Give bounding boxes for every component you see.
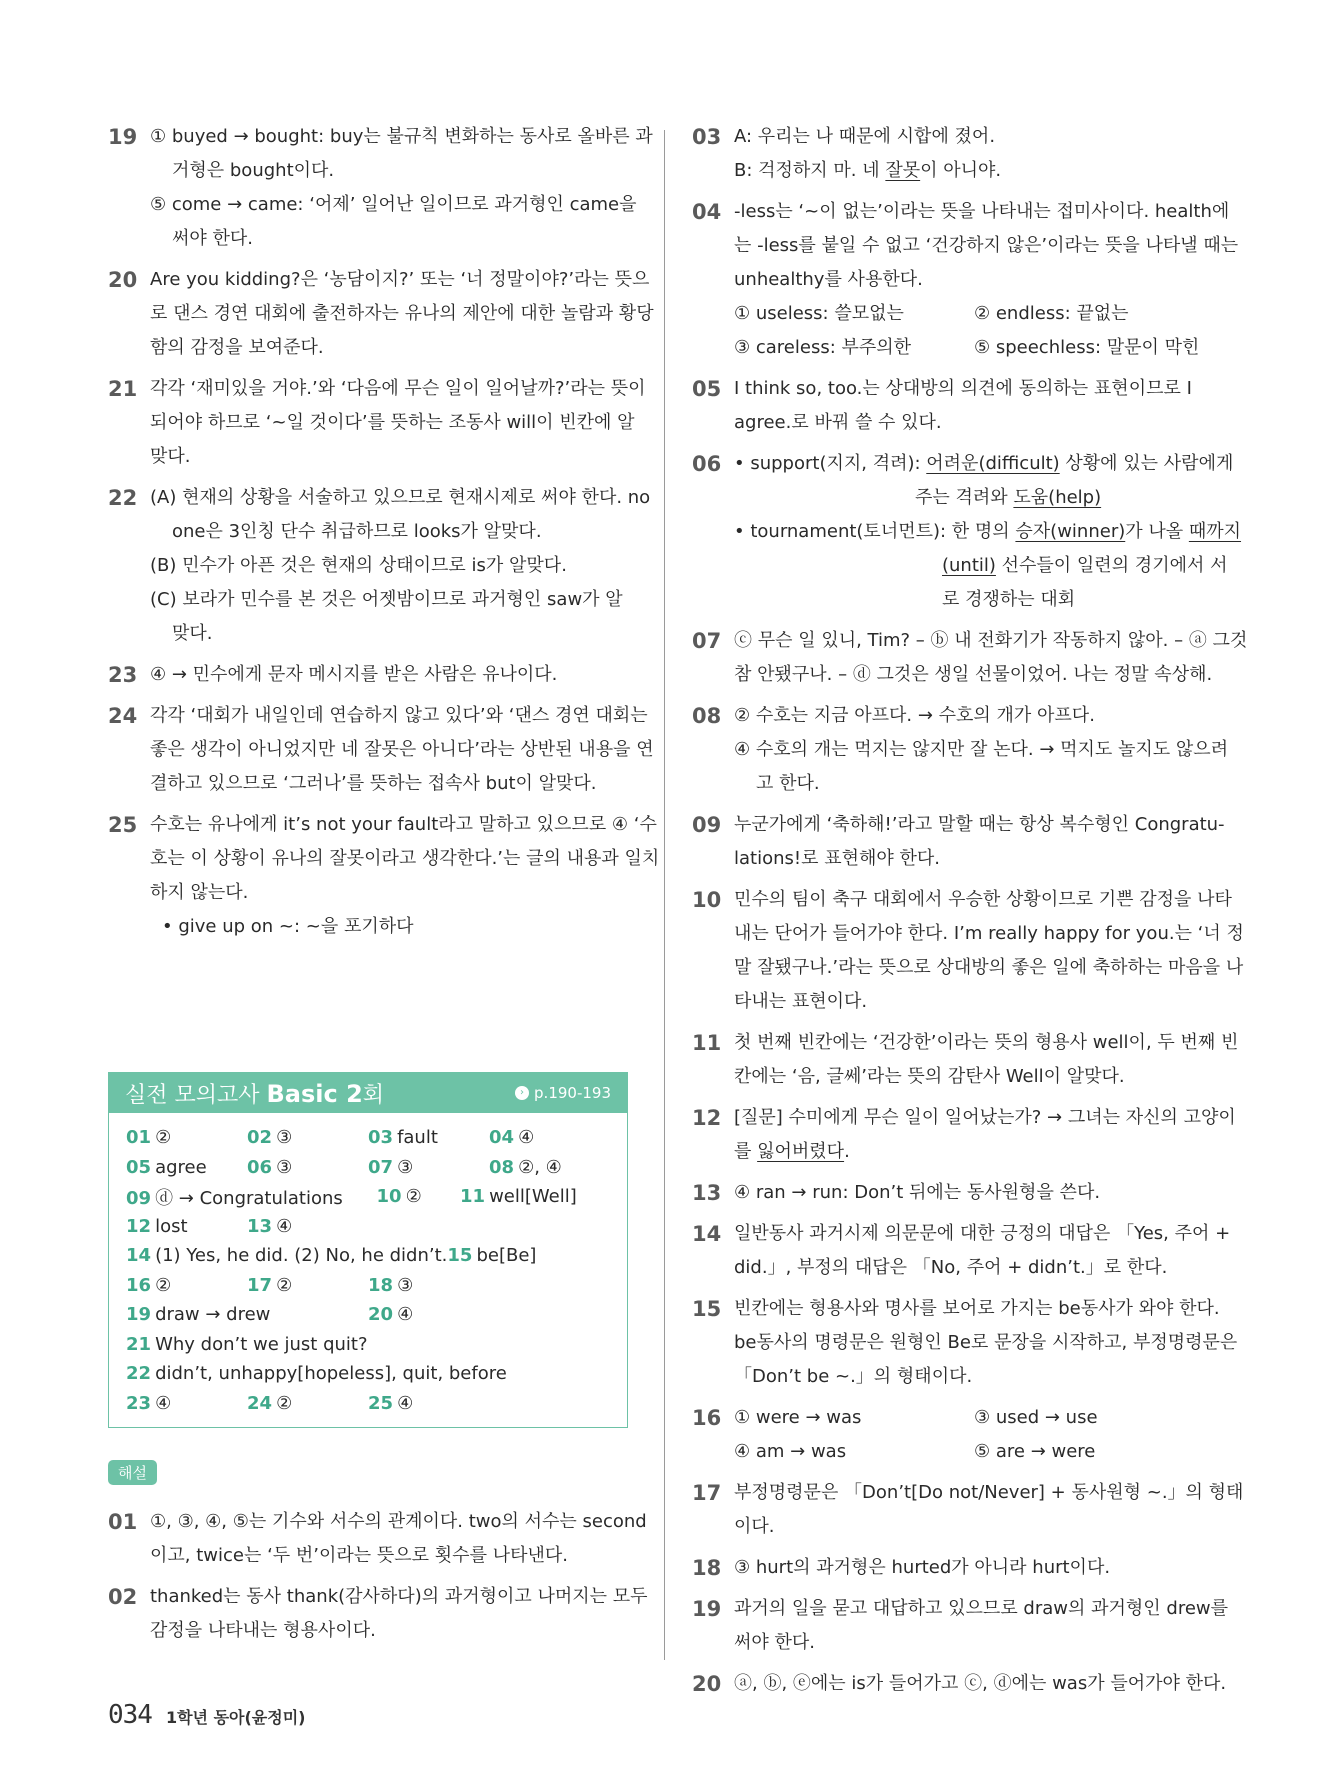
text-line: (A) 현재의 상황을 서술하고 있으므로 현재시제로 써야 한다. no bbox=[150, 487, 651, 508]
text-line: (B) 민수가 아픈 것은 현재의 상태이므로 is가 알맞다. bbox=[150, 555, 567, 576]
item-body bbox=[734, 808, 1225, 876]
text-line: 감정을 나타내는 형용사이다. bbox=[150, 1620, 376, 1641]
item-body bbox=[734, 372, 1222, 440]
answer-value: ⓓ → Congratulations bbox=[155, 1187, 343, 1209]
text-line: -less는 ‘~이 없는’이라는 뜻을 나타내는 접미사이다. health에 bbox=[734, 201, 1230, 222]
text-line: 결하고 있으므로 ‘그러나’를 뜻하는 접속사 but이 알맞다. bbox=[150, 773, 597, 794]
text-segment: 상황에 있는 사람에게 bbox=[1059, 453, 1234, 474]
text-line: 타내는 표현이다. bbox=[734, 991, 868, 1012]
item-body bbox=[734, 1026, 1238, 1094]
answer-number: 15 bbox=[447, 1245, 473, 1267]
explanation-item bbox=[692, 624, 1248, 692]
item-body bbox=[150, 1580, 648, 1648]
answer-cell bbox=[368, 1127, 489, 1148]
text-segment: . bbox=[844, 1141, 850, 1162]
answer-cell bbox=[126, 1275, 247, 1296]
answer-value: ④ bbox=[397, 1392, 414, 1414]
title-basic: Basic 2 bbox=[266, 1079, 363, 1108]
choice-row bbox=[734, 1401, 1222, 1435]
explanation-item bbox=[108, 699, 654, 801]
text-line: unhealthy를 사용한다. bbox=[734, 269, 923, 290]
text-line: 맞다. bbox=[172, 623, 213, 644]
item-body bbox=[150, 481, 650, 651]
explanation-badge: 해설 bbox=[108, 1460, 157, 1485]
item-number: 21 bbox=[108, 377, 138, 401]
text-line: thanked는 동사 thank(감사하다)의 과거형이고 나머지는 모두 bbox=[150, 1586, 648, 1607]
text-line: 맞다. bbox=[150, 446, 191, 467]
item-number: 20 bbox=[692, 1672, 722, 1696]
title-prefix: 실전 모의고사 bbox=[125, 1082, 267, 1108]
answer-number: 18 bbox=[368, 1274, 394, 1296]
text-line: Are you kidding?은 ‘농담이지?’ 또는 ‘너 정말이야?’라는 뜻으 bbox=[150, 269, 650, 290]
item-body bbox=[150, 1505, 647, 1573]
text-segment: • tournament(토너먼트): 한 명의 bbox=[734, 521, 1016, 542]
answer-cell bbox=[126, 1245, 447, 1266]
text-line: 하지 않는다. bbox=[150, 882, 249, 903]
text-segment: • support(지지, 격려): bbox=[734, 453, 927, 474]
answer-value: be[Be] bbox=[476, 1245, 537, 1267]
page-number: 034 bbox=[108, 1700, 152, 1730]
choice-item: ① useless: 쓸모없는 bbox=[734, 303, 904, 324]
item-number: 02 bbox=[108, 1585, 138, 1609]
underlined-text: 승자(winner) bbox=[1015, 521, 1126, 542]
explanation-item bbox=[108, 263, 654, 365]
answer-cell bbox=[489, 1127, 610, 1148]
answer-cell bbox=[368, 1157, 489, 1178]
item-body bbox=[150, 120, 653, 256]
underlined-text: 도움(help) bbox=[1013, 487, 1102, 508]
item-number: 07 bbox=[692, 629, 722, 653]
answer-cell bbox=[126, 1127, 247, 1148]
column-divider bbox=[664, 130, 665, 1660]
answer-row bbox=[126, 1182, 627, 1212]
answer-value: ③ bbox=[276, 1156, 293, 1178]
answer-number: 06 bbox=[247, 1156, 273, 1178]
choice-item: ② endless: 끝없는 bbox=[974, 303, 1129, 324]
underlined-text: (until) bbox=[942, 555, 996, 576]
answer-cell bbox=[247, 1216, 368, 1237]
text-line bbox=[734, 583, 1241, 617]
item-number: 14 bbox=[692, 1222, 722, 1246]
item-body bbox=[734, 883, 1244, 1019]
choice-item: ④ am → was bbox=[734, 1441, 847, 1462]
chevron-right-icon: › bbox=[515, 1086, 529, 1100]
item-number: 19 bbox=[692, 1597, 722, 1621]
item-number: 17 bbox=[692, 1481, 722, 1505]
answer-cell bbox=[247, 1127, 368, 1148]
text-line: ⓐ, ⓑ, ⓔ에는 is가 들어가고 ⓒ, ⓓ에는 was가 들어가야 한다. bbox=[734, 1673, 1227, 1694]
text-line: 이다. bbox=[734, 1516, 775, 1537]
left-column bbox=[108, 120, 660, 951]
answer-row bbox=[126, 1330, 627, 1360]
answer-value: well[Well] bbox=[489, 1186, 577, 1208]
answer-cell bbox=[126, 1304, 368, 1325]
explanation-item bbox=[692, 1592, 1229, 1660]
item-number: 13 bbox=[692, 1181, 722, 1205]
item-body bbox=[734, 1176, 1222, 1210]
answer-cell bbox=[368, 1393, 489, 1414]
explanation-item bbox=[692, 1476, 1244, 1544]
answer-row bbox=[126, 1389, 627, 1419]
item-body bbox=[734, 699, 1228, 801]
item-number: 09 bbox=[692, 813, 722, 837]
item-number: 10 bbox=[692, 888, 722, 912]
text-line: 민수의 팀이 축구 대회에서 우승한 상황이므로 기쁜 감정을 나타 bbox=[734, 889, 1232, 910]
item-number: 19 bbox=[108, 125, 138, 149]
text-segment: 주는 격려와 bbox=[915, 487, 1014, 508]
item-number: 03 bbox=[692, 125, 722, 149]
answer-cell bbox=[126, 1216, 247, 1237]
answer-number: 22 bbox=[126, 1363, 152, 1385]
answer-number: 03 bbox=[368, 1127, 394, 1149]
item-number: 12 bbox=[692, 1106, 722, 1130]
answer-number: 08 bbox=[489, 1156, 515, 1178]
answer-value: draw → drew bbox=[155, 1304, 271, 1326]
choice-item: ③ careless: 부주의한 bbox=[734, 337, 912, 358]
answer-number: 20 bbox=[368, 1304, 394, 1326]
text-segment: 이 아니야. bbox=[920, 160, 1002, 181]
item-body bbox=[734, 1401, 1222, 1469]
explanation-item bbox=[692, 1101, 1236, 1169]
answer-number: 12 bbox=[126, 1215, 152, 1237]
text-line: ④ → 민수에게 문자 메시지를 받은 사람은 유나이다. bbox=[150, 664, 558, 685]
item-body bbox=[150, 808, 659, 944]
text-line: one은 3인칭 단수 취급하므로 looks가 알맞다. bbox=[172, 521, 542, 542]
text-line: I think so, too.는 상대방의 의견에 동의하는 표현이므로 I bbox=[734, 378, 1192, 399]
item-number: 06 bbox=[692, 452, 722, 476]
text-line: (C) 보라가 민수를 본 것은 어젯밤이므로 과거형인 saw가 알 bbox=[150, 589, 623, 610]
text-line: ⑤ come → came: ‘어제’ 일어난 일이므로 과거형인 came을 bbox=[150, 194, 637, 215]
answer-number: 09 bbox=[126, 1187, 152, 1209]
explanation-item bbox=[692, 808, 1225, 876]
text-line: 「Don’t be ~.」의 형태이다. bbox=[734, 1366, 973, 1387]
answer-value: ②, ④ bbox=[518, 1156, 562, 1178]
text-line: ③ hurt의 과거형은 hurted가 아니라 hurt이다. bbox=[734, 1557, 1111, 1578]
text-line bbox=[734, 154, 1222, 188]
answer-cell bbox=[126, 1157, 247, 1178]
item-body bbox=[150, 263, 654, 365]
explanation-item bbox=[108, 1505, 647, 1573]
answer-value: ② bbox=[276, 1392, 293, 1414]
answer-value: ② bbox=[155, 1127, 172, 1149]
item-number: 25 bbox=[108, 813, 138, 837]
item-number: 16 bbox=[692, 1406, 722, 1430]
explanation-item bbox=[692, 1551, 1222, 1585]
explanation-item bbox=[108, 481, 651, 651]
answer-number: 05 bbox=[126, 1156, 152, 1178]
answer-row bbox=[126, 1359, 627, 1389]
text-line: 각각 ‘대회가 내일인데 연습하지 않고 있다’와 ‘댄스 경연 대회는 bbox=[150, 705, 648, 726]
answer-grid bbox=[109, 1113, 627, 1418]
answer-number: 11 bbox=[460, 1186, 486, 1208]
text-line: ① buyed → bought: buy는 불규칙 변화하는 동사로 올바른 과 bbox=[150, 126, 653, 147]
answer-cell bbox=[126, 1393, 247, 1414]
right-column bbox=[692, 120, 1248, 1708]
underlined-text: 잃어버렸다 bbox=[757, 1141, 845, 1162]
text-line: ①, ③, ④, ⑤는 기수와 서수의 관계이다. two의 서수는 second bbox=[150, 1511, 647, 1532]
text-line: 써야 한다. bbox=[172, 228, 253, 249]
answer-cell bbox=[247, 1393, 368, 1414]
explanation-item bbox=[692, 1667, 1227, 1701]
answer-cell bbox=[247, 1157, 368, 1178]
text-line: 로 댄스 경연 대회에 출전하자는 유나의 제안에 대한 놀람과 황당 bbox=[150, 303, 654, 324]
text-line: 고 한다. bbox=[756, 773, 820, 794]
text-line: 부정명령문은 「Don’t[Do not/Never] + 동사원형 ~.」의 형태 bbox=[734, 1482, 1244, 1503]
text-line: 칸에는 ‘음, 글쎄’라는 뜻의 감탄사 Well이 알맞다. bbox=[734, 1066, 1125, 1087]
underlined-text: 때까지 bbox=[1188, 521, 1242, 542]
answer-row bbox=[126, 1153, 627, 1183]
text-line: be동사의 명령문은 원형인 Be로 문장을 시작하고, 부정명령문은 bbox=[734, 1332, 1238, 1353]
text-line bbox=[734, 515, 1241, 549]
text-segment: 선수들이 일련의 경기에서 서 bbox=[995, 555, 1228, 576]
answer-number: 10 bbox=[376, 1186, 402, 1208]
answer-value: ④ bbox=[155, 1392, 172, 1414]
item-body bbox=[150, 699, 654, 801]
item-body bbox=[150, 658, 636, 692]
explanation-item bbox=[108, 1580, 648, 1648]
explanation-item bbox=[692, 883, 1244, 1019]
item-number: 08 bbox=[692, 704, 722, 728]
answer-number: 23 bbox=[126, 1392, 152, 1414]
explanation-item bbox=[692, 1401, 1222, 1469]
answer-cell bbox=[126, 1184, 377, 1210]
page-reference bbox=[515, 1084, 611, 1102]
text-segment: B: 걱정하지 마. 네 bbox=[734, 160, 886, 181]
explanation-item bbox=[692, 120, 1222, 188]
explanation-item bbox=[108, 372, 646, 474]
answer-row bbox=[126, 1271, 627, 1301]
answer-value: ④ bbox=[518, 1127, 535, 1149]
answer-cell bbox=[447, 1245, 568, 1266]
choice-row bbox=[734, 1435, 1222, 1469]
answer-box-title bbox=[125, 1078, 384, 1109]
explanation-item bbox=[692, 1026, 1239, 1094]
item-number: 01 bbox=[108, 1510, 138, 1534]
answer-row bbox=[126, 1241, 627, 1271]
item-number: 04 bbox=[692, 200, 722, 224]
item-number: 15 bbox=[692, 1297, 722, 1321]
text-line: 빈칸에는 형용사와 명사를 보어로 가지는 be동사가 와야 한다. bbox=[734, 1298, 1220, 1319]
answer-cell bbox=[368, 1304, 489, 1325]
choice-item: ③ used → use bbox=[974, 1407, 1098, 1428]
answer-cell bbox=[126, 1334, 489, 1355]
answer-number: 14 bbox=[126, 1245, 152, 1267]
text-line: A: 우리는 나 때문에 시합에 졌어. bbox=[734, 126, 996, 147]
item-body bbox=[734, 447, 1241, 617]
text-segment: 를 bbox=[734, 1141, 758, 1162]
text-line: 써야 한다. bbox=[734, 1632, 815, 1653]
item-number: 18 bbox=[692, 1556, 722, 1580]
answer-row bbox=[126, 1300, 627, 1330]
title-suffix: 회 bbox=[362, 1082, 385, 1108]
text-line: 일반동사 과거시제 의문문에 대한 긍정의 대답은 「Yes, 주어 + bbox=[734, 1223, 1231, 1244]
item-body bbox=[734, 1592, 1228, 1660]
item-body bbox=[734, 1476, 1243, 1544]
text-line bbox=[734, 447, 1241, 481]
item-number: 05 bbox=[692, 377, 722, 401]
choice-row bbox=[734, 297, 1238, 331]
text-line: 내는 단어가 들어가야 한다. I’m really happy for you.는 ‘너 정 bbox=[734, 923, 1244, 944]
answer-value: ② bbox=[405, 1186, 422, 1208]
answer-value: ③ bbox=[276, 1127, 293, 1149]
item-body bbox=[150, 372, 646, 474]
text-line: ④ ran → run: Don’t 뒤에는 동사원형을 쓴다. bbox=[734, 1182, 1101, 1203]
answer-cell bbox=[377, 1186, 461, 1207]
text-line: 수호는 유나에게 it’s not your fault라고 말하고 있으므로 ④ ‘수 bbox=[150, 814, 657, 835]
answer-box-header bbox=[109, 1073, 627, 1113]
text-line: 말 잘됐구나.’라는 뜻으로 상대방의 좋은 일에 축하하는 마음을 나 bbox=[734, 957, 1244, 978]
item-body bbox=[734, 624, 1247, 692]
text-line: 좋은 생각이 아니었지만 네 잘못은 아니다’라는 상반된 내용을 연 bbox=[150, 739, 654, 760]
explanation-item bbox=[108, 658, 636, 692]
item-body bbox=[734, 195, 1238, 365]
text-line: 이고, twice는 ‘두 번’이라는 뜻으로 횟수를 나타낸다. bbox=[150, 1545, 568, 1566]
answer-value: ④ bbox=[397, 1304, 414, 1326]
text-line: 함의 감정을 보여준다. bbox=[150, 337, 324, 358]
answer-number: 19 bbox=[126, 1304, 152, 1326]
explanation-item bbox=[692, 1176, 1222, 1210]
answer-value: lost bbox=[155, 1215, 188, 1237]
explanation-item bbox=[692, 372, 1222, 440]
answer-value: ② bbox=[276, 1274, 293, 1296]
text-line bbox=[734, 481, 1241, 515]
answer-value: agree bbox=[155, 1156, 207, 1178]
explanation-item bbox=[692, 1217, 1231, 1285]
answer-value: fault bbox=[397, 1127, 438, 1149]
answer-cell bbox=[368, 1275, 489, 1296]
choice-item: ① were → was bbox=[734, 1407, 862, 1428]
text-line: did.」, 부정의 대답은 「No, 주어 + didn’t.」로 한다. bbox=[734, 1257, 1168, 1278]
answer-number: 01 bbox=[126, 1127, 152, 1149]
explanation-list bbox=[108, 1505, 648, 1655]
text-line: [질문] 수미에게 무슨 일이 일어났는가? → 그녀는 자신의 고양이 bbox=[734, 1107, 1236, 1128]
text-line bbox=[734, 549, 1241, 583]
item-body bbox=[734, 1217, 1230, 1285]
text-segment: 로 경쟁하는 대회 bbox=[942, 589, 1076, 610]
item-body bbox=[734, 1667, 1226, 1701]
answer-number: 07 bbox=[368, 1156, 394, 1178]
text-line: 참 안됐구나. – ⓓ 그것은 생일 선물이었어. 나는 정말 속상해. bbox=[734, 664, 1213, 685]
explanation-item bbox=[692, 1292, 1238, 1394]
answer-number: 02 bbox=[247, 1127, 273, 1149]
answer-cell bbox=[489, 1157, 610, 1178]
text-line: lations!로 표현해야 한다. bbox=[734, 848, 940, 869]
answer-number: 17 bbox=[247, 1274, 273, 1296]
explanation-item bbox=[692, 195, 1239, 365]
text-segment: 가 나올 bbox=[1125, 521, 1189, 542]
answer-cell bbox=[126, 1363, 507, 1384]
answer-value: ③ bbox=[397, 1156, 414, 1178]
explanation-item bbox=[692, 447, 1242, 617]
answer-box bbox=[108, 1072, 628, 1428]
item-body bbox=[734, 1551, 1222, 1585]
choice-item: ⑤ speechless: 말문이 막힌 bbox=[974, 337, 1200, 358]
text-line: 첫 번째 빈칸에는 ‘건강한’이라는 뜻의 형용사 well이, 두 번째 빈 bbox=[734, 1032, 1239, 1053]
explanation-item bbox=[108, 120, 653, 256]
text-line: 되어야 하므로 ‘~일 것이다’를 뜻하는 조동사 will이 빈칸에 알 bbox=[150, 412, 635, 433]
answer-cell bbox=[460, 1186, 627, 1207]
answer-number: 24 bbox=[247, 1392, 273, 1414]
choice-row bbox=[734, 331, 1238, 365]
answer-value: didn’t, unhappy[hopeless], quit, before bbox=[155, 1363, 507, 1385]
item-number: 22 bbox=[108, 486, 138, 510]
answer-value: Why don’t we just quit? bbox=[155, 1333, 368, 1355]
explanation-item bbox=[692, 699, 1229, 801]
answer-number: 25 bbox=[368, 1392, 394, 1414]
item-body bbox=[734, 1292, 1237, 1394]
answer-number: 16 bbox=[126, 1274, 152, 1296]
text-line: 각각 ‘재미있을 거야.’와 ‘다음에 무슨 일이 일어날까?’라는 뜻이 bbox=[150, 378, 646, 399]
answer-value: (1) Yes, he did. (2) No, he didn’t. bbox=[155, 1245, 448, 1267]
text-line bbox=[734, 1135, 1236, 1169]
page-footer bbox=[108, 1700, 306, 1730]
text-line: ② 수호는 지금 아프다. → 수호의 개가 아프다. bbox=[734, 705, 1095, 726]
text-line: 호는 이 상황이 유나의 잘못이라고 생각한다.’는 글의 내용과 일치 bbox=[150, 848, 660, 869]
answer-number: 13 bbox=[247, 1215, 273, 1237]
choice-item: ⑤ are → were bbox=[974, 1441, 1096, 1462]
answer-value: ④ bbox=[276, 1215, 293, 1237]
answer-number: 04 bbox=[489, 1127, 515, 1149]
answer-row bbox=[126, 1212, 627, 1242]
text-line: 과거의 일을 묻고 대답하고 있으므로 draw의 과거형인 drew를 bbox=[734, 1598, 1229, 1619]
answer-row bbox=[126, 1123, 627, 1153]
text-line: ④ 수호의 개는 먹지는 않지만 잘 논다. → 먹지도 놀지도 않으려 bbox=[734, 739, 1229, 760]
text-line: 누군가에게 ‘축하해!’라고 말할 때는 항상 복수형인 Congratu- bbox=[734, 814, 1225, 835]
text-line: 거형은 bought이다. bbox=[172, 160, 335, 181]
answer-number: 21 bbox=[126, 1333, 152, 1355]
item-number: 20 bbox=[108, 268, 138, 292]
underlined-text: 잘못 bbox=[885, 160, 921, 181]
item-body bbox=[734, 1101, 1236, 1169]
item-body bbox=[734, 120, 1222, 188]
text-line: ⓒ 무슨 일 있니, Tim? – ⓑ 내 전화기가 작동하지 않아. – ⓐ 그것 bbox=[734, 630, 1248, 651]
answer-value: ② bbox=[155, 1274, 172, 1296]
explanation-item bbox=[108, 808, 660, 944]
footer-title: 1학년 동아(윤정미) bbox=[165, 1708, 306, 1727]
text-line: 는 -less를 붙일 수 없고 ‘건강하지 않은’이라는 뜻을 나타낼 때는 bbox=[734, 235, 1239, 256]
page-reference-text: p.190-193 bbox=[534, 1084, 611, 1102]
item-number: 11 bbox=[692, 1031, 722, 1055]
answer-cell bbox=[247, 1275, 368, 1296]
item-number: 24 bbox=[108, 704, 138, 728]
answer-value: ③ bbox=[397, 1274, 414, 1296]
text-line: agree.로 바꿔 쓸 수 있다. bbox=[734, 412, 942, 433]
item-number: 23 bbox=[108, 663, 138, 687]
text-line: • give up on ~: ~을 포기하다 bbox=[162, 916, 414, 937]
underlined-text: 어려운(difficult) bbox=[926, 453, 1060, 474]
